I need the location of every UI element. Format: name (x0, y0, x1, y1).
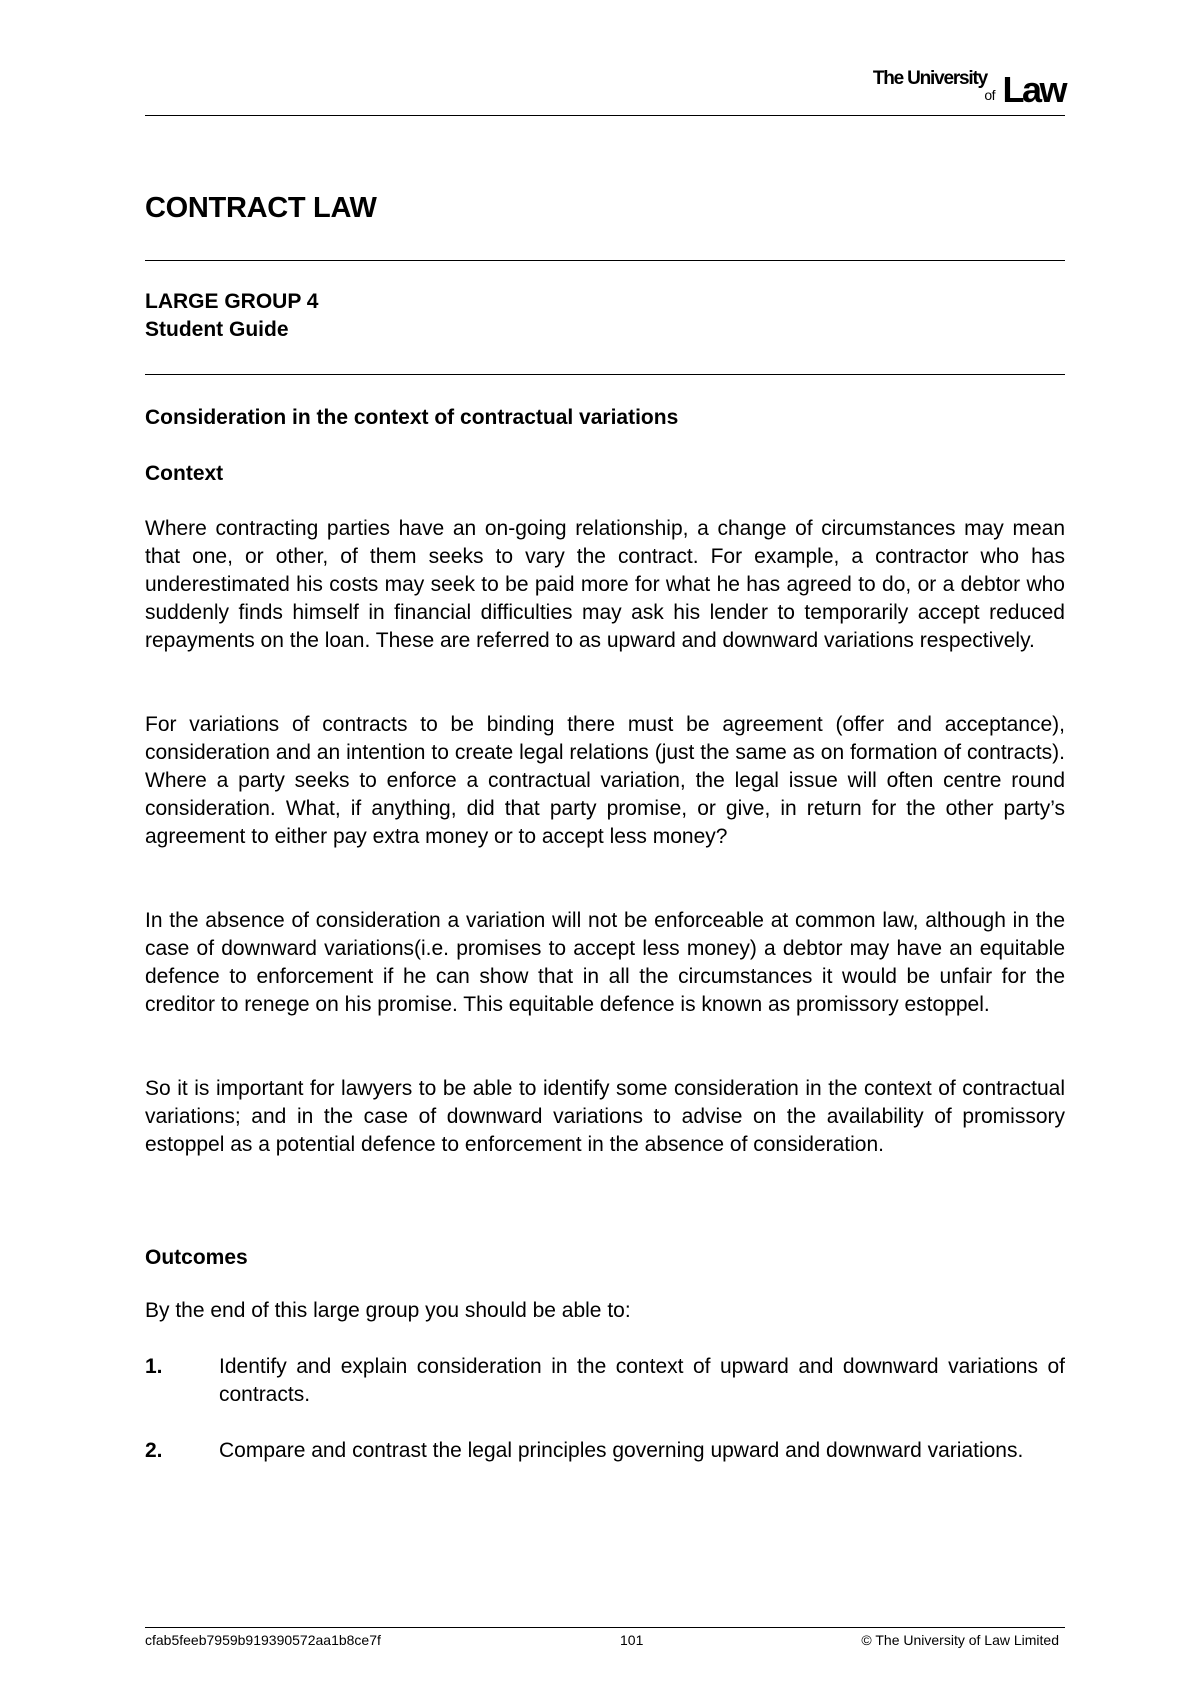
outcome-number: 1. (145, 1355, 163, 1378)
page-number: 101 (620, 1632, 644, 1648)
outcomes-heading: Outcomes (145, 1246, 248, 1269)
outcomes-intro: By the end of this large group you should be able to: (145, 1299, 631, 1322)
topic-heading: Consideration in the context of contractual variations (145, 406, 679, 429)
title-divider (145, 260, 1065, 261)
context-paragraph-4: So it is important for lawyers to be able to identify some consideration in the context of contractual variations; and in the case of downward variations to advise on the availability of promissory estoppel as a potential defence to enforcement in the absence of consideration. (145, 1077, 1065, 1156)
guide-label: Student Guide (145, 318, 289, 341)
document-id: cfab5feeb7959b919390572aa1b8ce7f (145, 1632, 381, 1648)
document-title: CONTRACT LAW (145, 192, 377, 224)
logo-line1: The University (872, 68, 987, 89)
session-label: LARGE GROUP 4 (145, 290, 319, 313)
footer-divider (145, 1627, 1065, 1628)
copyright-notice: © The University of Law Limited (861, 1632, 1059, 1648)
context-paragraph-3: In the absence of consideration a variation will not be enforceable at common law, although in the case of downward variations(i.e. promises to accept less money) a debtor may have an equitable defence to enforcement if he can show that in all the circumstances it would be unfair for the creditor to renege on his promise. This equitable defence is known as promissory estoppel. (145, 909, 1065, 1016)
outcome-number: 2. (145, 1439, 163, 1462)
context-paragraph-1: Where contracting parties have an on-going relationship, a change of circumstances may mean that one, or other, of them seeks to vary the contract. For example, a contractor who has underestimated his costs may seek to be paid more for what he has agreed to do, or a debtor who suddenly finds himself in financial difficulties may ask his lender to temporarily accept reduced repayments on the loan. These are referred to as upward and downward variations respectively. (145, 517, 1065, 652)
context-paragraph-2: For variations of contracts to be binding there must be agreement (offer and acceptance), consideration and an intention to create legal relations (just the same as on formation of contracts). Where a party seeks to enforce a contractual variation, the legal issue will often centre round consideration. What, if anything, did that party promise, or give, in return for the other party’s agreement to either pay extra money or to accept less money? (145, 713, 1065, 848)
logo-line3: Law (1002, 69, 1065, 110)
subtitle-divider (145, 374, 1065, 375)
outcome-text: Identify and explain consideration in the context of upward and downward variations of contracts. (219, 1355, 1065, 1406)
logo-line2: of (984, 87, 995, 103)
header-divider (145, 115, 1065, 116)
context-heading: Context (145, 462, 224, 485)
university-logo (845, 66, 1065, 108)
outcome-text: Compare and contrast the legal principles governing upward and downward variations. (219, 1439, 1024, 1462)
